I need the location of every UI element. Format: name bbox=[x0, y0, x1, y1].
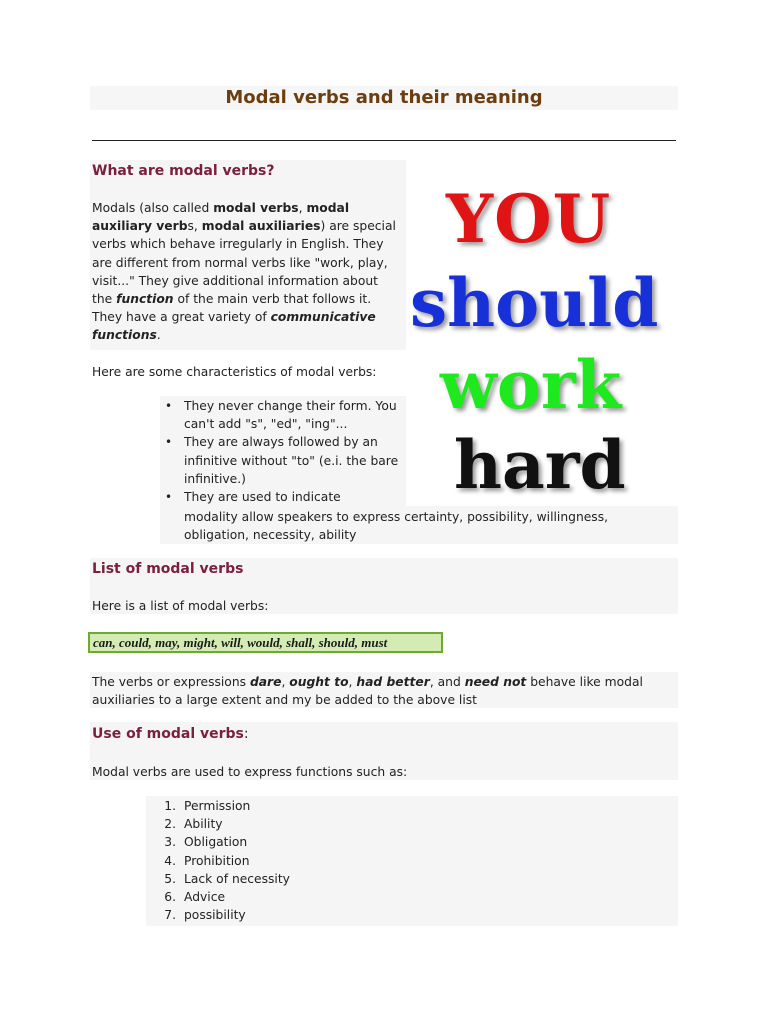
section-heading-list-of-modal-verbs: List of modal verbs bbox=[92, 561, 244, 577]
list-item: 6. Advice bbox=[164, 890, 226, 905]
poster-word-hard: hard bbox=[454, 426, 626, 504]
modal-verbs-highlight-box: can, could, may, might, will, would, shall, should, must bbox=[88, 632, 443, 653]
poster-word-should: should bbox=[410, 264, 659, 342]
list-intro: Here is a list of modal verbs: bbox=[92, 599, 269, 613]
bullet-icon: • bbox=[165, 435, 173, 450]
list-item: 1. Permission bbox=[164, 799, 251, 813]
list-item: • They are used to indicate bbox=[165, 488, 405, 506]
list-item: 2. Ability bbox=[164, 817, 223, 832]
page-title: Modal verbs and their meaning bbox=[225, 87, 543, 108]
you-should-work-hard-poster bbox=[408, 180, 684, 510]
list-item: 7. possibility bbox=[164, 908, 246, 923]
semi-modals-note: The verbs or expressions dare, ought to, had better, and need not behave like modal auxiliaries to a large extent and my be added to the above list bbox=[92, 675, 643, 708]
bullet-icon: • bbox=[165, 490, 173, 505]
list-item: 3. Obligation bbox=[164, 835, 248, 850]
section-heading-what-are-modal-verbs: What are modal verbs? bbox=[92, 163, 275, 179]
list-item: 4. Prohibition bbox=[164, 853, 250, 868]
functions-list bbox=[158, 797, 458, 924]
bullet-icon: • bbox=[165, 399, 173, 413]
list-item: • They never change their form. You can't add "s", "ed", "ing"... bbox=[165, 399, 397, 432]
bullet-continuation: modality allow speakers to express certainty, possibility, willingness, obligation, necessity, ability bbox=[184, 510, 609, 543]
section-heading-use-of-modal-verbs: Use of modal verbs: bbox=[92, 726, 249, 742]
modal-definition-paragraph: Modals (also called modal verbs, modal auxiliary verbs, modal auxiliaries) are special verbs which behave irregularly in English. They are different from normal verbs like "work, play, visit..." They give additional information about the function of the main verb that follows it. They have a great variety of communicative functions. bbox=[92, 201, 396, 343]
list-item: • They are always followed by an infinitive without "to" (e.i. the bare infinitive.) bbox=[165, 435, 399, 486]
characteristics-list bbox=[165, 397, 405, 506]
title-divider bbox=[92, 140, 676, 141]
characteristics-intro: Here are some characteristics of modal verbs: bbox=[92, 365, 377, 379]
poster-word-work: work bbox=[440, 346, 622, 424]
list-item: 5. Lack of necessity bbox=[164, 871, 290, 886]
poster-word-you: YOU bbox=[446, 180, 612, 258]
functions-intro: Modal verbs are used to express functions such as: bbox=[92, 765, 408, 779]
